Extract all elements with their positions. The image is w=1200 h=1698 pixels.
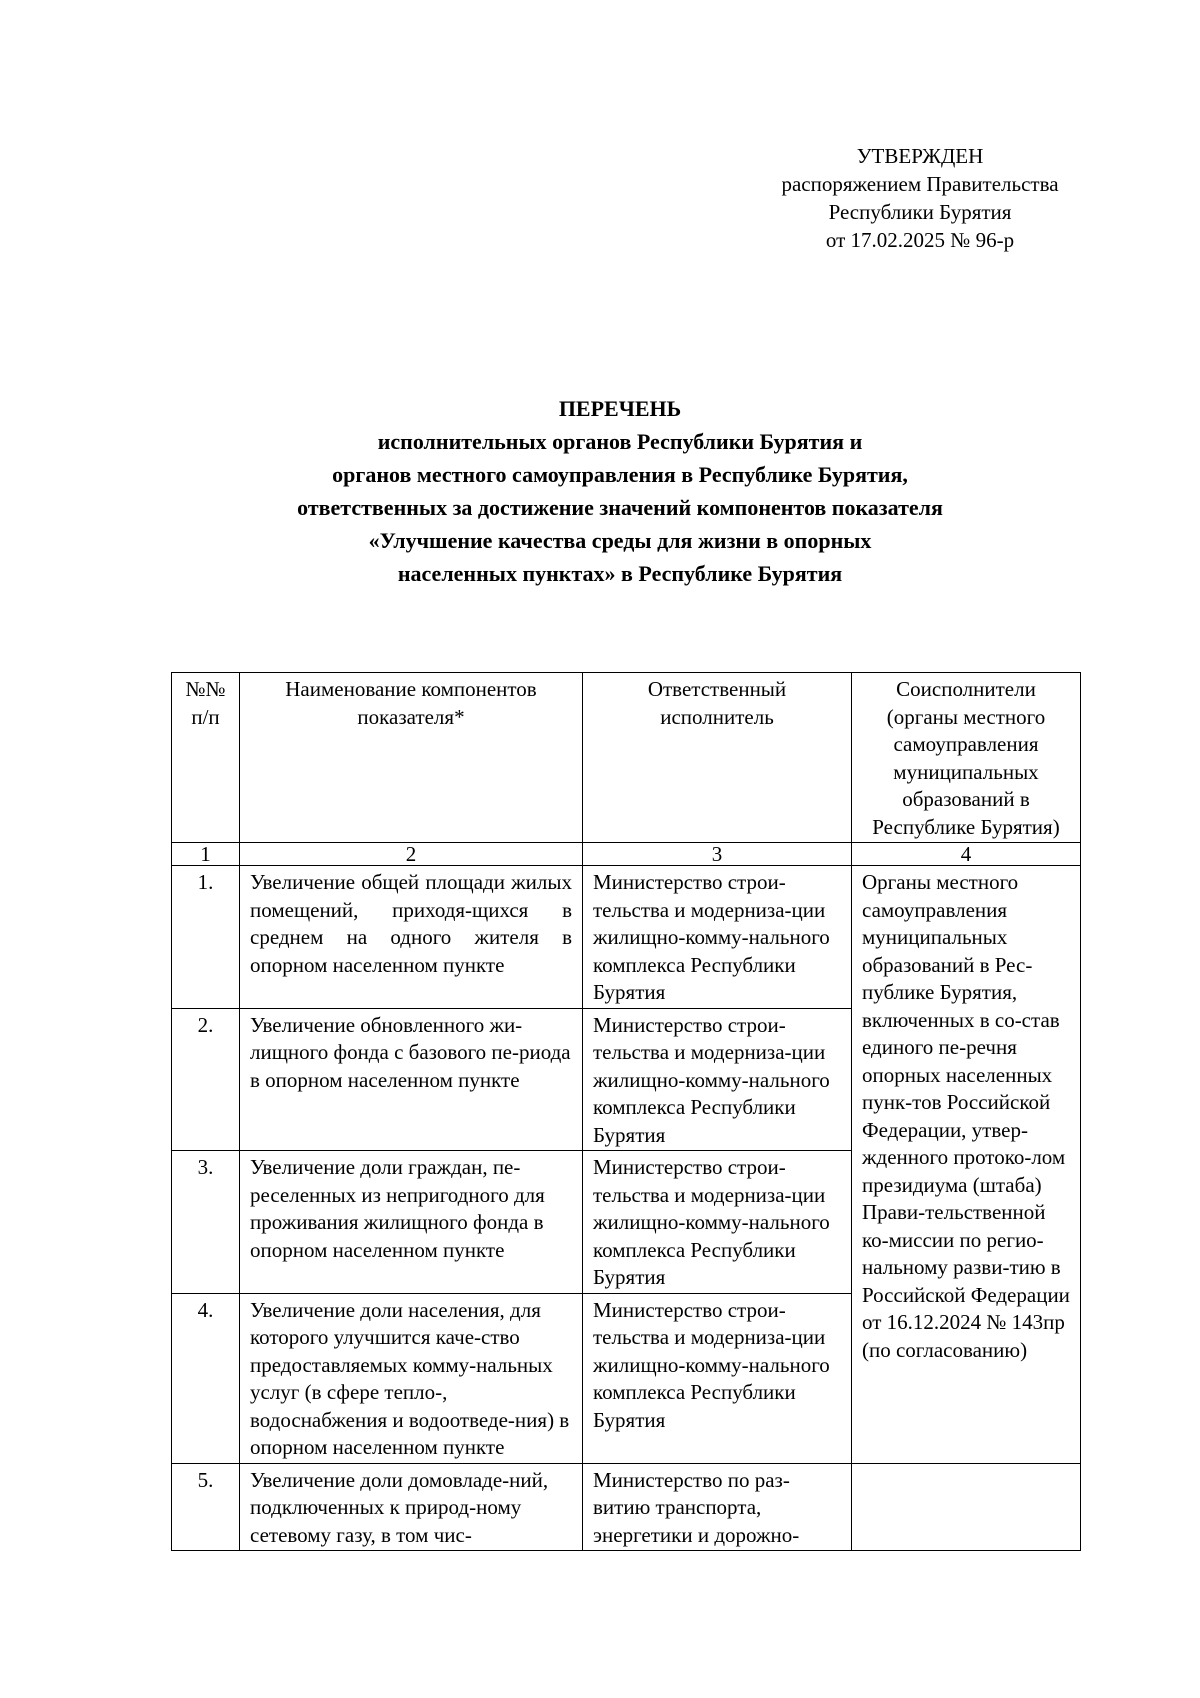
responsibility-table — [171, 672, 1081, 1551]
title-line-3: органов местного самоуправления в Республике Бурятия, — [332, 462, 908, 487]
approval-authority: распоряжением Правительства — [781, 172, 1059, 196]
component-name: Увеличение общей площади жилых помещений, приходя-щихся в среднем на одного жителя в опорном населенном пункте — [240, 866, 583, 1009]
component-name: Увеличение доли граждан, пе-реселенных из непригодного для проживания жилищного фонда в опорном населенном пункте — [240, 1151, 583, 1294]
row-number: 5. — [172, 1463, 240, 1551]
header-co-executors: Соисполнители (органы местного самоуправления муниципальных образований в Республике Бурятия) — [852, 673, 1081, 843]
document-title — [100, 392, 1140, 590]
table-row — [172, 866, 1081, 1009]
co-executors: Органы местного самоуправления муниципальных образований в Рес-публике Бурятия, включенных в со-став единого пе-речня опорных населенных пунк-тов Российской Федерации, утвер-жденного протоко-лом президиума (штаба) Прави-тельственной ко-миссии по регио-нальному разви-тию в Российской Федерации от 16.12.2024 № 143пр (по согласованию) — [852, 866, 1081, 1464]
row-number: 4. — [172, 1293, 240, 1463]
responsible-executor: Министерство строи-тельства и модерниза-ции жилищно-комму-нального комплекса Республики Бурятия — [583, 866, 852, 1009]
title-line-1: ПЕРЕЧЕНЬ — [558, 396, 682, 421]
column-number-row — [172, 843, 1081, 866]
table-row — [172, 1463, 1081, 1551]
header-executor: Ответственный исполнитель — [583, 673, 852, 843]
row-number: 3. — [172, 1151, 240, 1294]
component-name: Увеличение обновленного жи-лищного фонда с базового пе-риода в опорном населенном пункте — [240, 1008, 583, 1151]
title-line-2: исполнительных органов Республики Бурятия и — [377, 429, 863, 454]
approval-label: УТВЕРЖДЕН — [856, 144, 984, 168]
row-number: 2. — [172, 1008, 240, 1151]
column-number: 4 — [852, 843, 1081, 866]
responsible-executor: Министерство строи-тельства и модерниза-ции жилищно-комму-нального комплекса Республики Бурятия — [583, 1008, 852, 1151]
column-number: 2 — [240, 843, 583, 866]
component-name: Увеличение доли домовладе-ний, подключенных к природ-ному сетевому газу, в том чис- — [240, 1463, 583, 1551]
responsible-executor: Министерство строи-тельства и модерниза-ции жилищно-комму-нального комплекса Республики Бурятия — [583, 1293, 852, 1463]
title-line-6: населенных пунктах» в Республике Бурятия — [397, 561, 843, 586]
title-line-4: ответственных за достижение значений компонентов показателя — [297, 495, 943, 520]
title-line-5: «Улучшение качества среды для жизни в опорных — [368, 528, 872, 553]
responsible-executor: Министерство строи-тельства и модерниза-ции жилищно-комму-нального комплекса Республики Бурятия — [583, 1151, 852, 1294]
responsible-executor: Министерство по раз-витию транспорта, энергетики и дорожно- — [583, 1463, 852, 1551]
row-number: 1. — [172, 866, 240, 1009]
column-number: 3 — [583, 843, 852, 866]
header-number: №№ п/п — [172, 673, 240, 843]
column-number: 1 — [172, 843, 240, 866]
approval-date-number: от 17.02.2025 № 96-р — [825, 228, 1015, 252]
approval-stamp — [745, 142, 1095, 254]
header-component-name: Наименование компонентов показателя* — [240, 673, 583, 843]
table-header-row — [172, 673, 1081, 843]
approval-region: Республики Бурятия — [828, 200, 1012, 224]
component-name: Увеличение доли населения, для которого улучшится каче-ство предоставляемых комму-нальных услуг (в сфере тепло-, водоснабжения и водоотведе-ния) в опорном населенном пункте — [240, 1293, 583, 1463]
co-executors-empty — [852, 1463, 1081, 1551]
